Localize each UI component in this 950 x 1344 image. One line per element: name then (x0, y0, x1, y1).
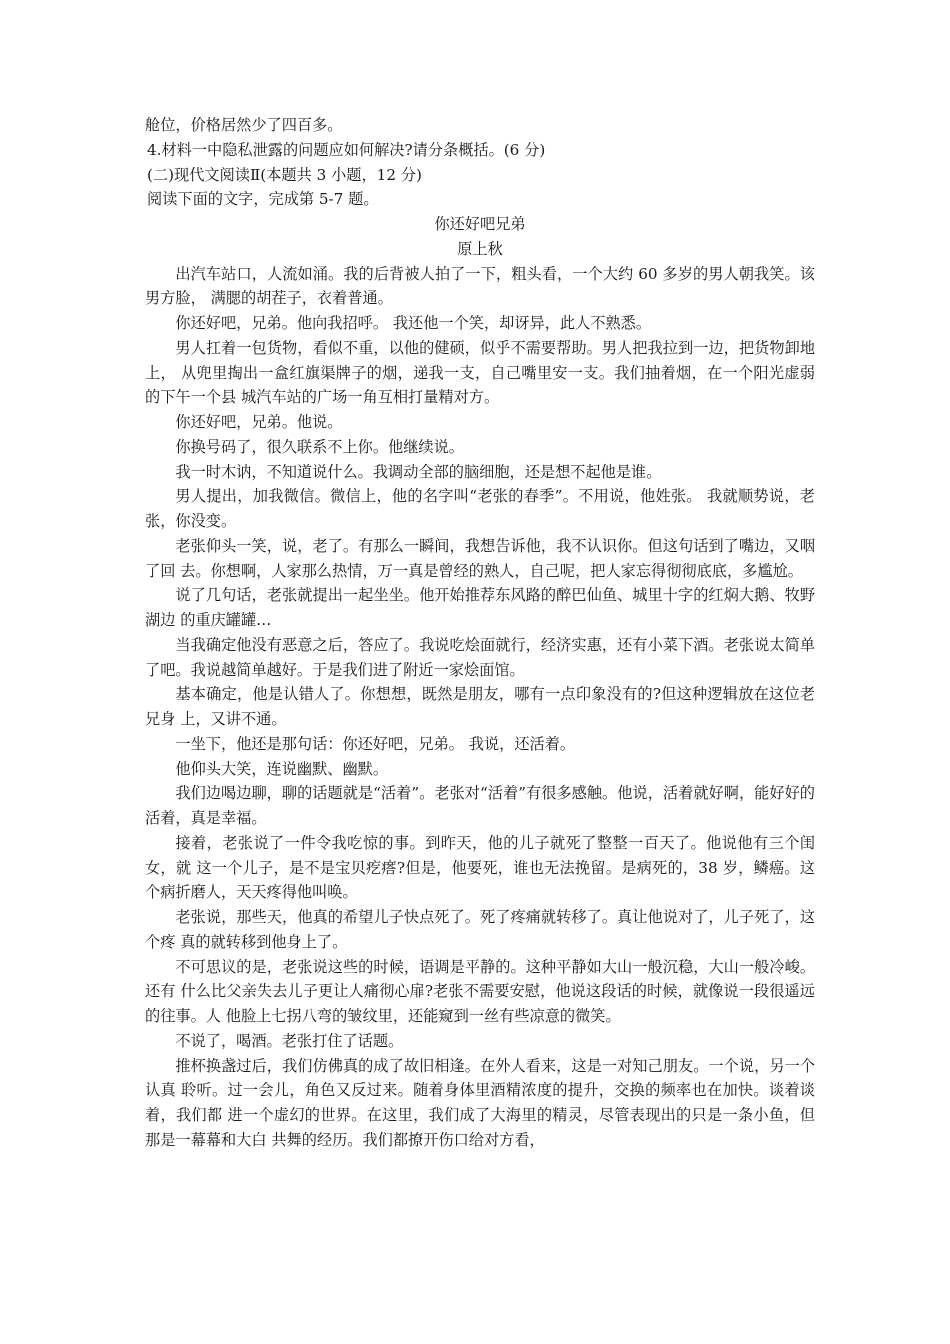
paragraph: 说了几句话，老张就提出一起坐坐。他开始推荐东风路的醉巴仙鱼、城里十字的红焖大鹅、牧野湖边 的重庆罐罐… (145, 586, 815, 629)
paragraph: 出汽车站口，人流如涌。我的后背被人拍了一下，粗头看，一个大约 60 多岁的男人朝我笑。该男方脸， 满腮的胡茬子，衣着普通。 (145, 264, 815, 308)
paragraph: 不可思议的是，老张说这些的时候，语调是平静的。这种平静如大山一般沉稳，大山一般冷峻。还有 什么比父亲失去儿子更让人痛彻心扉?老张不需要安慰，他说这段话的时候，就像说一段很遥远的往事。人 他脸上七拐八弯的皱纹里，还能窥到一丝有些凉意的微笑。 (145, 957, 815, 1025)
section-heading: (二)现代文阅读Ⅱ(本题共 3 小题，12 分) (147, 165, 422, 184)
document-body (145, 113, 815, 1153)
paragraph: 你换号码了，很久联系不上你。他继续说。 (175, 437, 464, 456)
lead-line: 舱位，价格居然少了四百多。 (145, 116, 343, 134)
paragraph: 一坐下，他还是那句话：你还好吧，兄弟。 我说，还活着。 (175, 734, 576, 753)
paragraph: 你还好吧，兄弟。他向我招呼。 我还他一个笑，却讶异，此人不熟悉。 (175, 314, 652, 332)
article-body (145, 262, 815, 1153)
paragraph: 当我确定他没有恶意之后，答应了。我说吃烩面就行，经济实惠，还有小菜下酒。老张说太简单了吧。我说越简单越好。于是我们进了附近一家烩面馆。 (145, 635, 815, 679)
paragraph: 男人提出，加我微信。微信上，他的名字叫“老张的春季”。不用说，他姓张。 我就顺势说，老张，你没变。 (145, 487, 815, 530)
paragraph: 推杯换盏过后，我们仿佛真的成了故旧相逢。在外人看来，这是一对知己朋友。一个说，另一个认真 聆听。过一会儿，角色又反过来。随着身体里酒精浓度的提升，交换的频率也在加快。谈着谈着，我们都 进一个虚幻的世界。在这里，我们成了大海里的精灵，尽管表现出的只是一条小鱼，但那是一幕幕和大白 共舞的经历。我们都撩开伤口给对方看， (145, 1056, 815, 1149)
paragraph: 接着，老张说了一件令我吃惊的事。到昨天，他的儿子就死了整整一百天了。他说他有三个闺女，就 这一个儿子，是不是宝贝疙瘩?但是，他要死，谁也无法挽留。是病死的，38 岁，鳞癌。这个病折磨人，天天疼得他叫唤。 (145, 833, 815, 902)
paragraph: 老张说，那些天，他真的希望儿子快点死了。死了疼痛就转移了。真让他说对了，儿子死了，这个疼 真的就转移到他身上了。 (145, 908, 815, 951)
paragraph: 不说了，喝酒。老张打住了话题。 (175, 1031, 404, 1050)
article-author: 原上秋 (457, 239, 503, 258)
paragraph: 你还好吧，兄弟。他说。 (175, 413, 343, 431)
instruction: 阅读下面的文字，完成第 5-7 题。 (147, 190, 379, 209)
paragraph: 基本确定，他是认错人了。你想想，既然是朋友，哪有一点印象没有的?但这种逻辑放在这位老兄身 上，又讲不通。 (145, 685, 815, 728)
paragraph: 他仰头大笑，连说幽默、幽默。 (175, 759, 389, 778)
paragraph: 我们边喝边聊，聊的话题就是“活着”。老张对“活着”有很多感触。他说，活着就好啊，能好好的 活着，真是幸福。 (145, 784, 815, 827)
paragraph: 男人扛着一包货物，看似不重，以他的健硕，似乎不需要帮助。男人把我拉到一边，把货物卸地上， 从兜里掏出一盒红旗渠牌子的烟，递我一支，自己嘴里安一支。我们抽着烟，在一个阳光虚弱的下午一个县 城汽车站的广场一角互相打量精对方。 (145, 338, 815, 407)
paragraph: 我一时木讷，不知道说什么。我调动全部的脑细胞，还是想不起他是谁。 (175, 462, 662, 481)
question-4: 4.材料一中隐私泄露的问题应如何解决?请分条概括。(6 分) (147, 140, 546, 159)
paragraph: 老张仰头一笑，说，老了。有那么一瞬间，我想告诉他，我不认识你。但这句话到了嘴边，又咽了回 去。你想啊，人家那么热情，万一真是曾经的熟人，自己呢，把人家忘得彻彻底底，多尴尬。 (145, 536, 815, 580)
article-title: 你还好吧兄弟 (434, 215, 526, 233)
